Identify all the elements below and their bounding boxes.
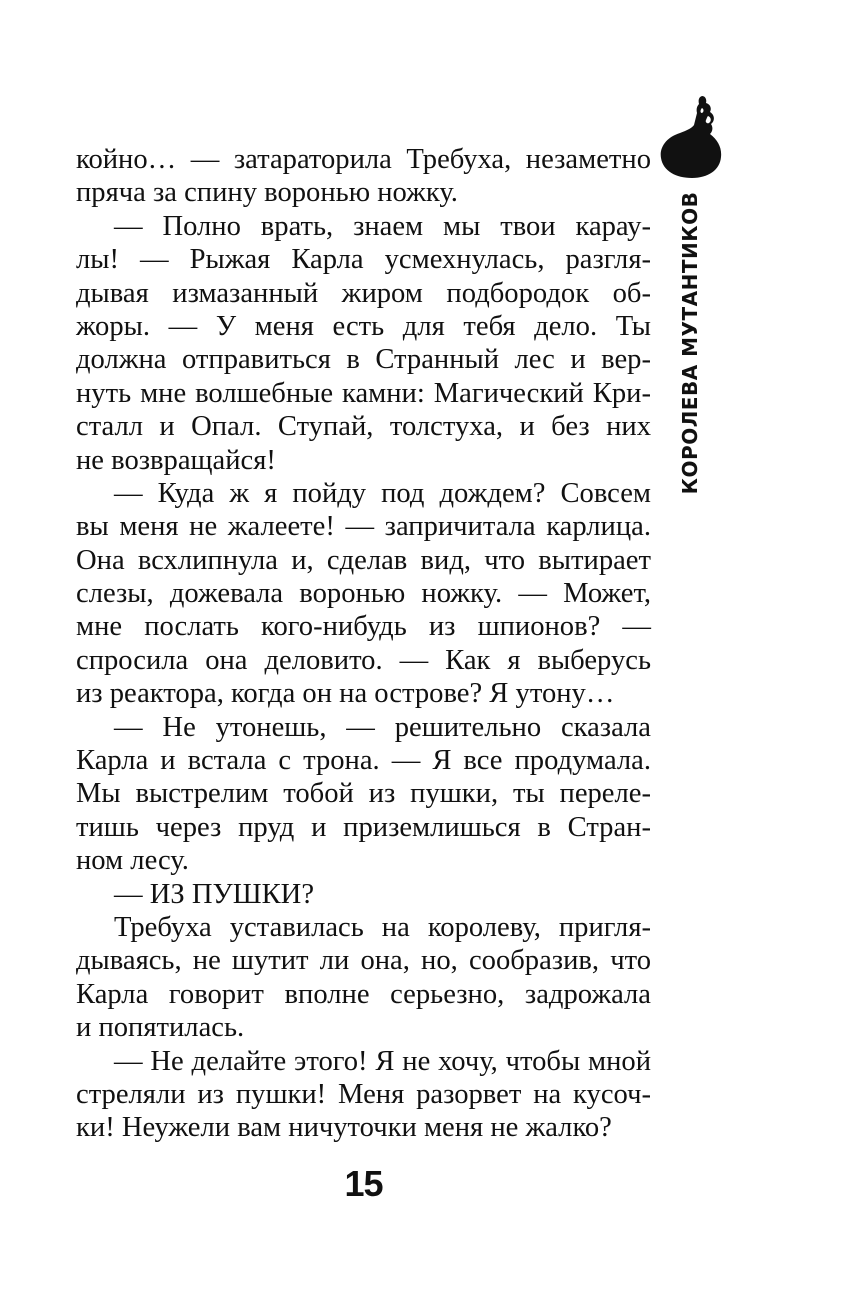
text-line: из реактора, когда он на острове? Я утону… (76, 678, 615, 710)
running-head-text: КОРОЛЕВА МУТАНТИКОВ (678, 191, 702, 495)
text-line: сталл и Опал. Ступай, толстуха, и без них (76, 411, 651, 443)
text-line: слезы, дожевала воронью ножку. — Может, (76, 578, 651, 610)
text-line: вы меня не жалеете! — запричитала карлица. (76, 511, 651, 543)
text-line: и попятилась. (76, 1012, 245, 1044)
text-line: ки! Неужели вам ничуточки меня не жалко? (76, 1112, 612, 1144)
text-line: Карла говорит вполне серьезно, задрожала (76, 978, 651, 1010)
text-line: жоры. — У меня есть для тебя дело. Ты (76, 310, 651, 342)
text-line: лы! — Рыжая Карла усмехнулась, разгля- (76, 244, 651, 276)
text-line: — Не делайте этого! Я не хочу, чтобы мной (114, 1045, 651, 1077)
text-line: мне послать кого-нибудь из шпионов? — (76, 611, 651, 643)
text-line: дывая измазанный жиром подбородок об- (76, 277, 651, 309)
text-line: Карла и встала с трона. — Я все продумала. (76, 745, 651, 777)
text-line: нуть мне волшебные камни: Магический Кри- (76, 377, 651, 409)
pot-silhouette-icon (658, 94, 724, 180)
text-line: Требуха уставилась на королеву, пригля- (114, 911, 651, 943)
text-line: пряча за спину воронью ножку. (76, 177, 458, 209)
text-line: ном лесу. (76, 845, 189, 877)
text-line: стреляли из пушки! Меня разорвет на кусоч- (76, 1078, 651, 1110)
text-line: Она всхлипнула и, сделав вид, что вытирает (76, 544, 651, 576)
page-number: 15 (344, 1163, 383, 1204)
text-line: тишь через пруд и приземлишься в Стран- (76, 811, 651, 843)
text-line: не возвращайся! (76, 444, 276, 476)
text-line: спросила она деловито. — Как я выберусь (76, 644, 651, 676)
text-line: — ИЗ ПУШКИ? (114, 878, 315, 910)
text-line: койно… — затараторила Требуха, незаметно (76, 144, 651, 175)
text-line: — Полно врать, знаем мы твои карау- (114, 210, 651, 242)
body-text (76, 143, 651, 1145)
text-line: Мы выстрелим тобой из пушки, ты переле- (76, 778, 651, 810)
text-line: дываясь, не шутит ли она, но, сообразив, что (76, 945, 651, 977)
text-line: — Куда ж я пойду под дождем? Совсем (114, 477, 651, 509)
text-line: — Не утонешь, — решительно сказала (114, 711, 651, 743)
text-line: должна отправиться в Странный лес и вер- (76, 344, 651, 376)
running-head (670, 191, 710, 495)
